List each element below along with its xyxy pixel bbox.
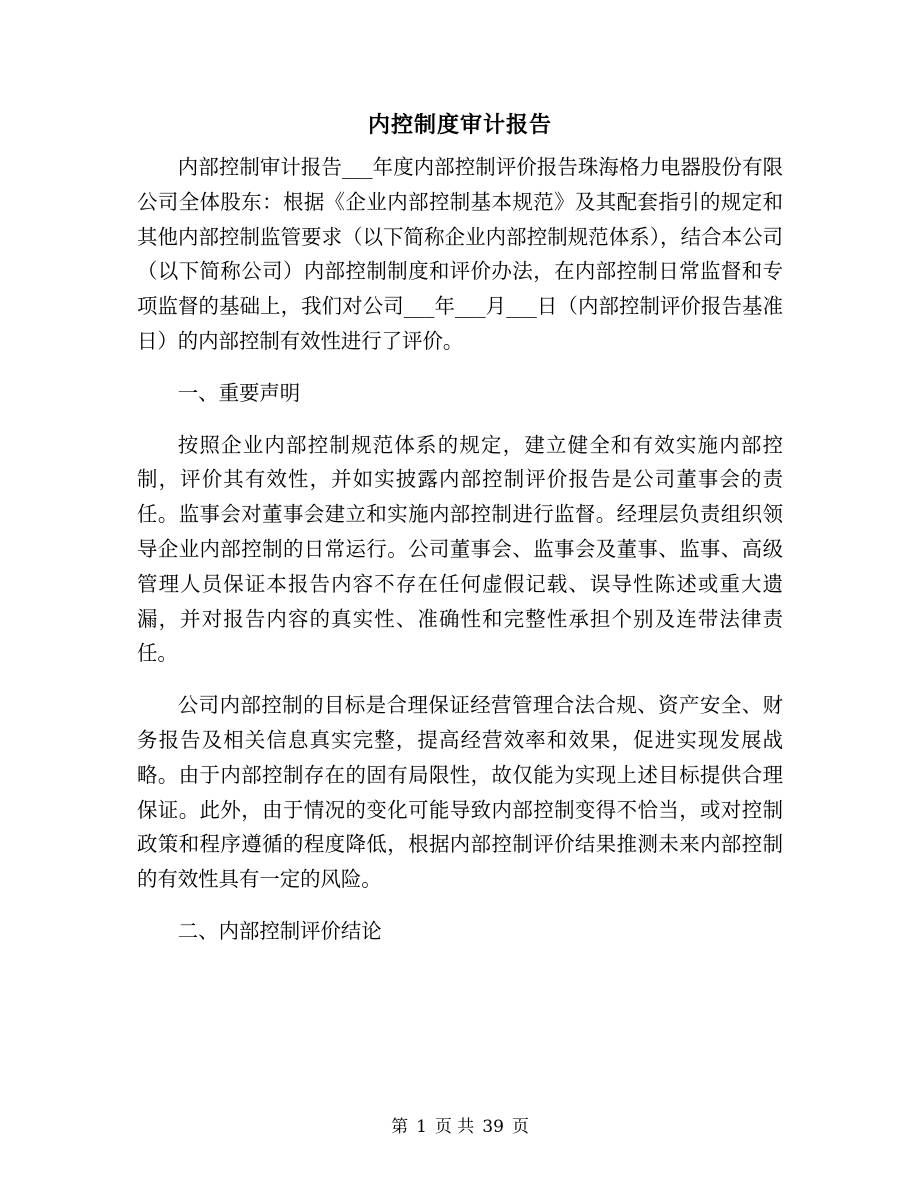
footer-total-pages: 39 xyxy=(482,1117,504,1137)
paragraph-responsibility: 按照企业内部控制规范体系的规定，建立健全和有效实施内部控制，评价其有效性，并如实披露内部控制评价报告是公司董事会的责任。监事会对董事会建立和实施内部控制进行监督。经理层负责组织领导企业内部控制的日常运行。公司董事会、监事会及董事、监事、高级管理人员保证本报告内容不存在任何虚假记载、误导性陈述或重大遗漏，并对报告内容的真实性、准确性和完整性承担个别及连带法律责任。 xyxy=(137,432,783,666)
section-heading-conclusion: 二、内部控制评价结论 xyxy=(177,918,382,943)
footer-page-number: 1 xyxy=(416,1117,427,1137)
section-heading-declaration: 一、重要声明 xyxy=(177,380,301,405)
document-title: 内控制度审计报告 xyxy=(367,113,552,138)
footer-prefix: 第 xyxy=(391,1117,409,1137)
document-body xyxy=(137,150,783,949)
footer-middle: 页 共 xyxy=(434,1117,475,1137)
paragraph-objectives: 公司内部控制的目标是合理保证经营管理合法合规、资产安全、财务报告及相关信息真实完整，提高经营效率和效果，促进实现发展战略。由于内部控制存在的固有局限性，故仅能为实现上述目标提供合理保证。此外，由于情况的变化可能导致内部控制变得不恰当，或对控制政策和程序遵循的程度降低，根据内部控制评价结果推测未来内部控制的有效性具有一定的风险。 xyxy=(137,693,783,892)
footer-suffix: 页 xyxy=(511,1117,529,1137)
page-footer xyxy=(0,1112,920,1137)
paragraph-intro: 内部控制审计报告___年度内部控制评价报告珠海格力电器股份有限公司全体股东：根据《企业内部控制基本规范》及其配套指引的规定和其他内部控制监管要求（以下简称企业内部控制规范体系），结合本公司（以下简称公司）内部控制制度和评价办法，在内部控制日常监督和专项监督的基础上，我们对公司___年___月___日（内部控制评价报告基准日）的内部控制有效性进行了评价。 xyxy=(137,155,783,353)
